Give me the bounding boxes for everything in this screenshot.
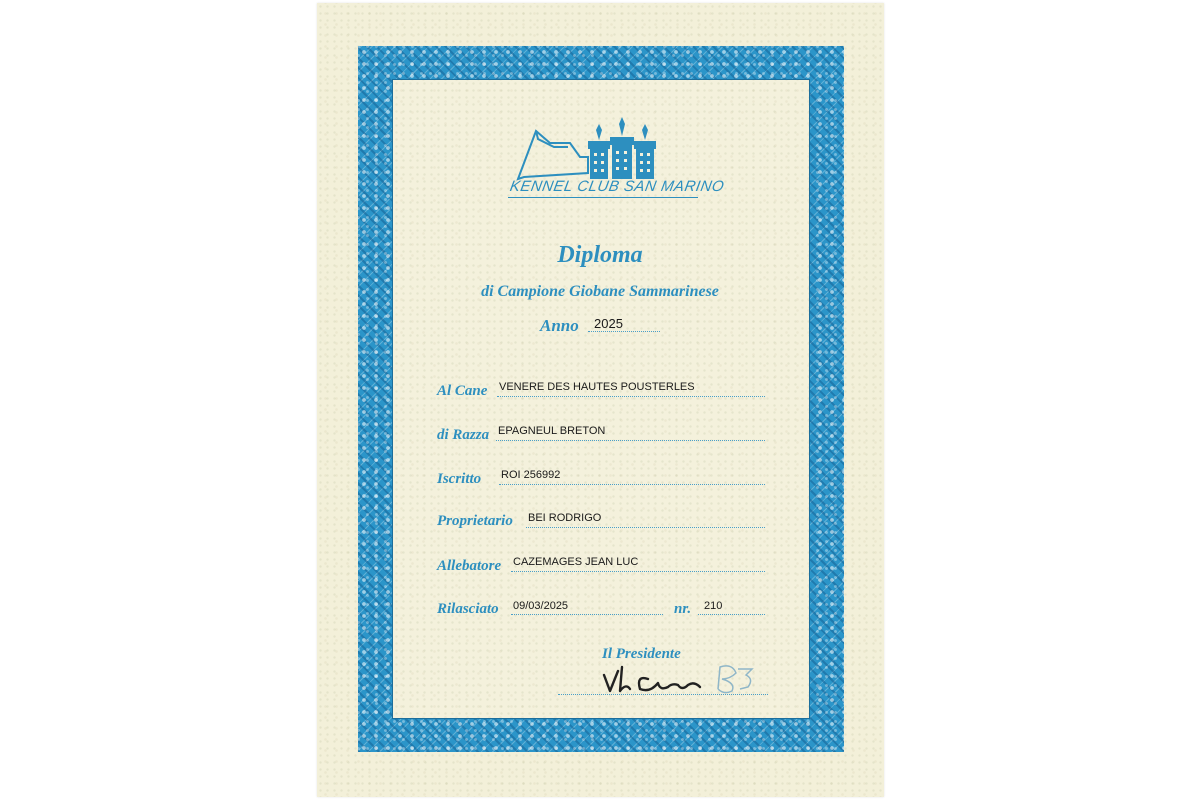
iscritto-line (499, 484, 765, 485)
rilasciato-line (511, 614, 663, 615)
president-signature (596, 655, 776, 705)
logo-text: KENNEL CLUB SAN MARINO (508, 178, 726, 195)
cane-value: VENERE DES HAUTES POUSTERLES (499, 381, 695, 393)
diploma-subtitle: di Campione Giobane Sammarinese (481, 283, 719, 300)
rilasciato-value: 09/03/2025 (513, 600, 569, 612)
proprietario-label: Proprietario (437, 513, 513, 529)
rilasciato-label: Rilasciato (437, 601, 499, 617)
proprietario-value: BEI RODRIGO (528, 512, 602, 524)
cane-line (497, 396, 765, 397)
diploma-title: Diploma (557, 242, 643, 268)
anno-line (588, 331, 660, 332)
logo-underline (508, 197, 698, 198)
presidente-label: Il Presidente (602, 646, 681, 662)
nr-value: 210 (704, 600, 723, 612)
allevatore-value: CAZEMAGES JEAN LUC (513, 556, 639, 568)
razza-label: di Razza (437, 427, 490, 443)
iscritto-label: Iscritto (437, 471, 482, 487)
razza-line (496, 440, 765, 441)
proprietario-line (526, 527, 765, 528)
nr-line (698, 614, 765, 615)
anno-label: Anno (540, 316, 579, 335)
iscritto-value: ROI 256992 (501, 469, 561, 481)
razza-value: EPAGNEUL BRETON (498, 425, 606, 437)
allevatore-label: Allebatore (437, 558, 502, 574)
allevatore-line (511, 571, 765, 572)
nr-label: nr. (674, 601, 692, 617)
cane-label: Al Cane (437, 383, 488, 399)
signature-line (558, 694, 768, 695)
anno-value: 2025 (594, 316, 623, 331)
